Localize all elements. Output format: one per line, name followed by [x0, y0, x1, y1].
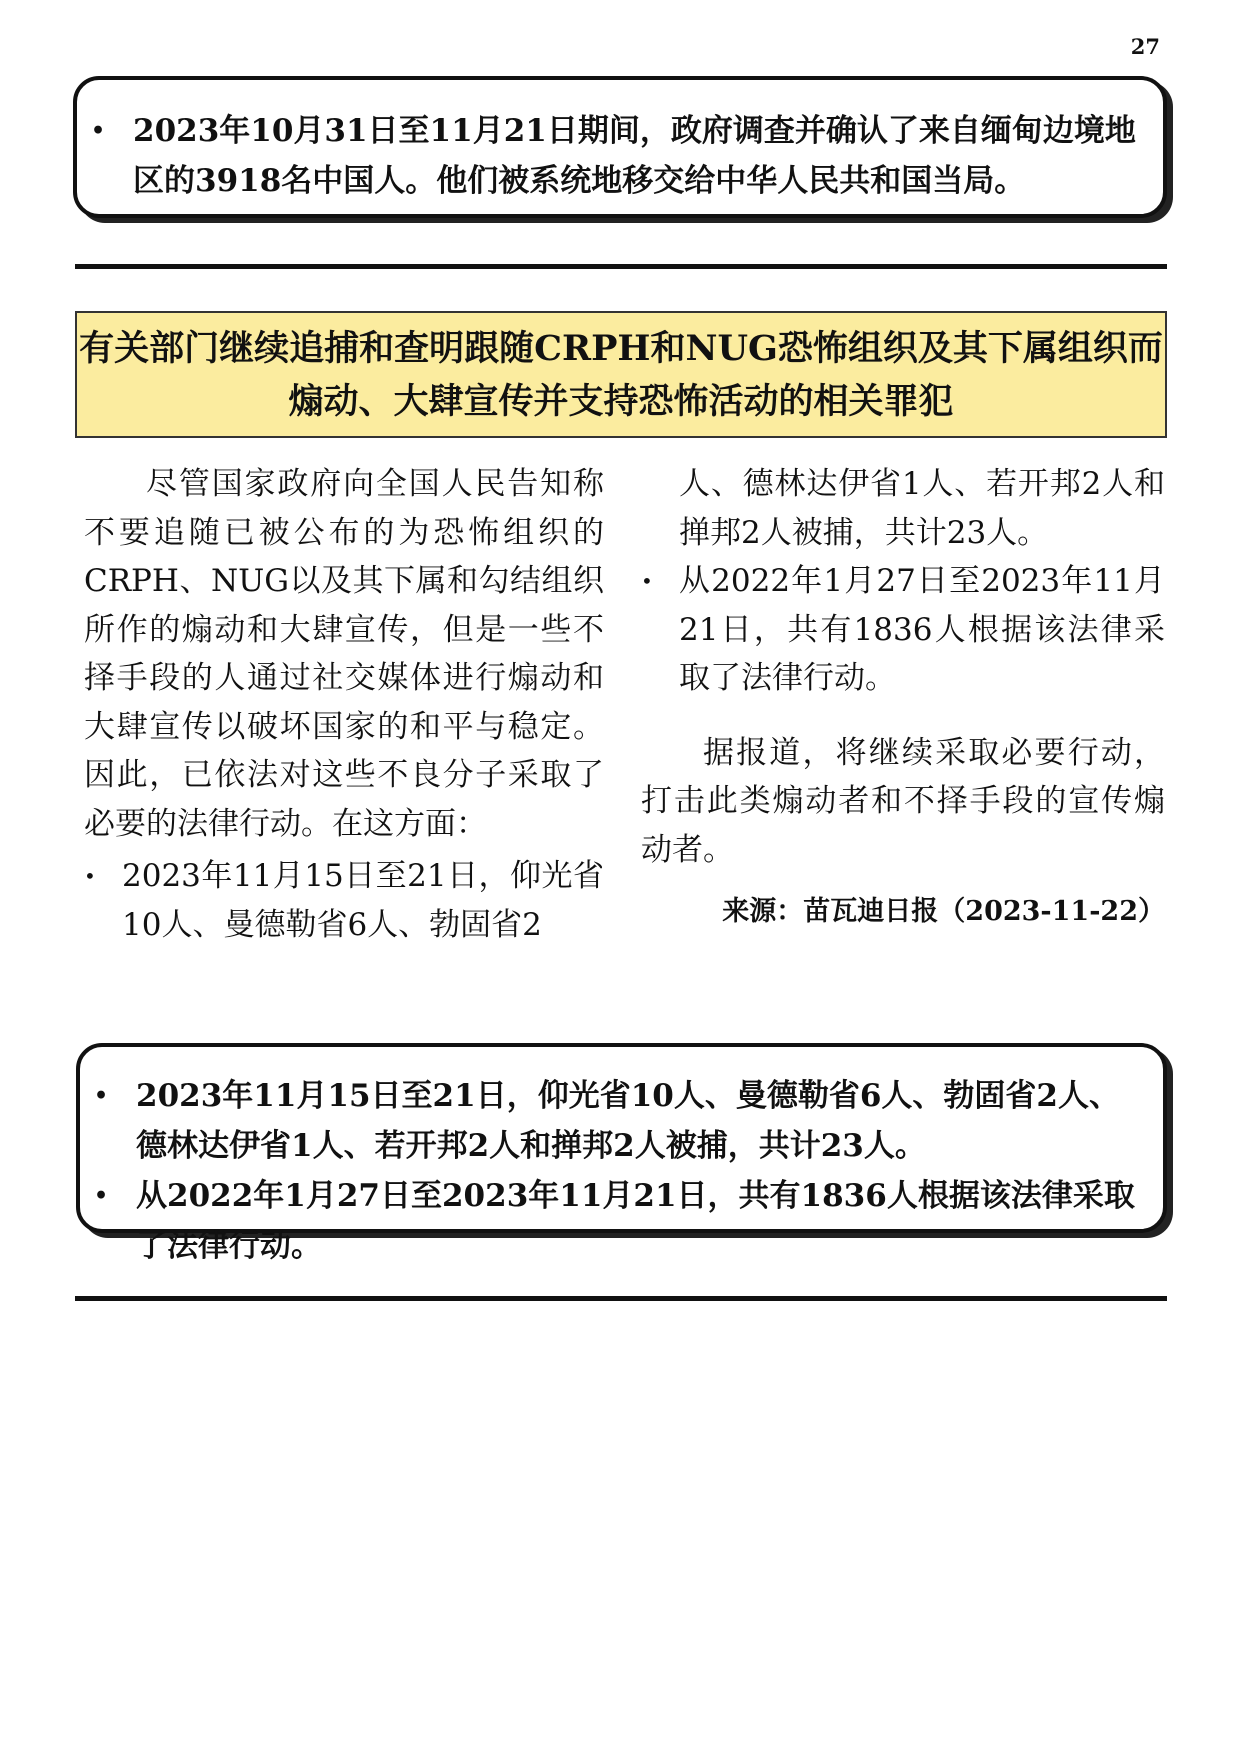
article-closing: 据报道，将继续采取必要行动，打击此类煽动者和不择手段的宣传煽动者。: [641, 734, 1165, 868]
summary-box-bottom: [76, 1043, 1167, 1264]
summary-bullet: • 从2022年1月27日至2023年11月21日，共有1836人根据该法律采取了法律行动。: [80, 1171, 1149, 1271]
summary-box-top: [73, 76, 1167, 218]
summary-bullet: • 2023年11月15日至21日，仰光省10人、曼德勒省6人、勃固省2人、德林达伊省1人、若开邦2人和掸邦2人被捕，共计23人。: [80, 1071, 1149, 1171]
section-divider: [75, 264, 1167, 269]
article-bullet-arrests-continued: 人、德林达伊省1人、若开邦2人和掸邦2人被捕，共计23人。: [679, 466, 1165, 551]
article-source: 来源：苗瓦迪日报（2023-11-22）: [722, 896, 1165, 927]
headline-line-2: 煽动、大肆宣传并支持恐怖活动的相关罪犯: [288, 381, 954, 422]
article-column-left: [84, 460, 604, 949]
article-column-right: [641, 460, 1165, 937]
article-bullet-legal-action: • 从2022年1月27日至2023年11月21日，共有1836人根据该法律采取了法律行动。: [641, 557, 1165, 703]
section-divider: [75, 1296, 1167, 1301]
article-bullet-arrests: • 2023年11月15日至21日，仰光省10人、曼德勒省6人、勃固省2: [84, 852, 604, 949]
page-number: 27: [1130, 34, 1160, 59]
article-headline: [75, 311, 1167, 438]
summary-bullet: • 2023年10月31日至11月21日期间，政府调查并确认了来自缅甸边境地区的3918名中国人。他们被系统地移交给中华人民共和国当局。: [77, 106, 1149, 206]
headline-line-1: 有关部门继续追捕和查明跟随CRPH和NUG恐怖组织及其下属组织而: [79, 328, 1163, 369]
article-intro: 尽管国家政府向全国人民告知称不要追随已被公布的为恐怖组织的CRPH、NUG以及其下属和勾结组织所作的煽动和大肆宣传，但是一些不择手段的人通过社交媒体进行煽动和大肆宣传以破坏国家的和平与稳定。因此，已依法对这些不良分子采取了必要的法律行动。在这方面：: [84, 466, 604, 842]
